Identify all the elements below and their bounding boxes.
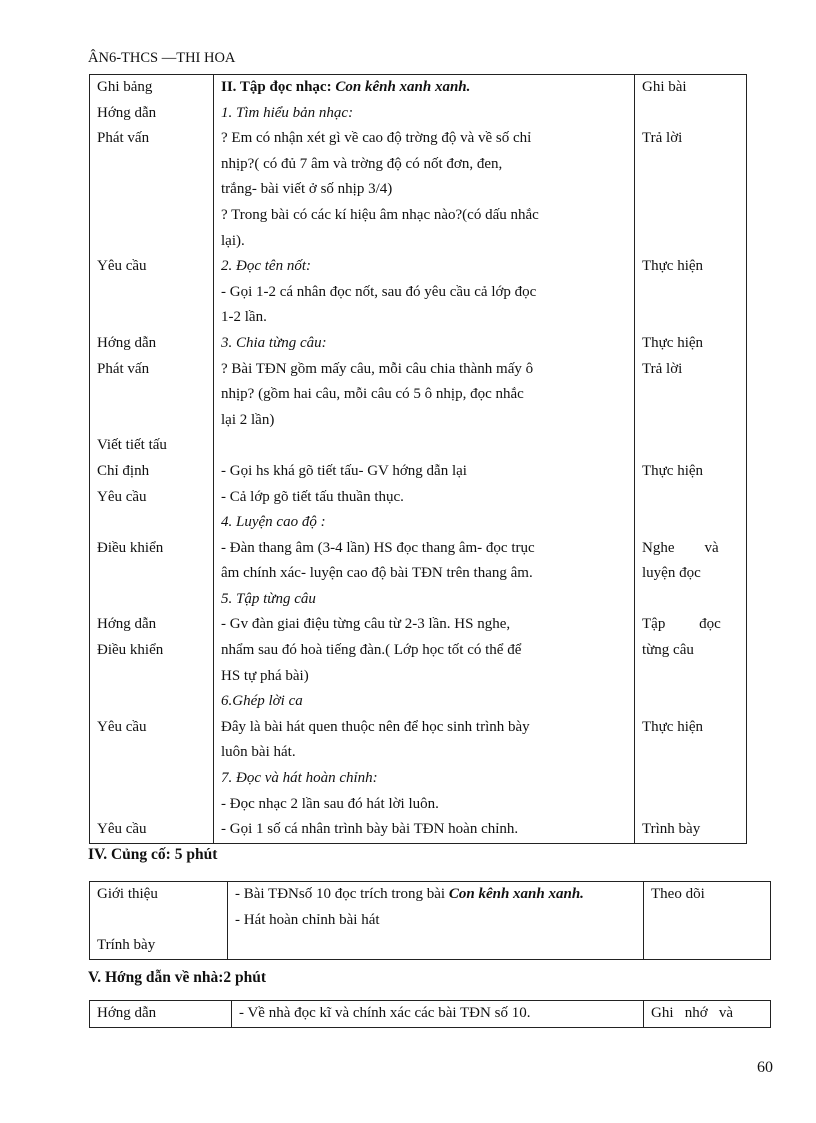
content-line: ? Bài TĐN gồm mấy câu, mỗi câu chia thành mấy ô	[221, 360, 534, 377]
student-activity	[642, 792, 739, 818]
activity-label: Giới thiệu	[97, 886, 158, 902]
song-title: Con kênh xanh xanh.	[448, 886, 584, 902]
content-line: - Về nhà đọc kĩ và chính xác các bài TĐN số 10.	[239, 1005, 531, 1021]
activity-label: Điều khiển	[97, 539, 164, 556]
activity-label: Yêu cầu	[97, 258, 147, 275]
activity-label: Hớng dẫn	[97, 616, 157, 633]
student-activity: Thực hiện	[642, 462, 704, 479]
activity-label	[97, 908, 220, 934]
student-activity: từng câu	[642, 642, 694, 659]
content-line: - Gv đàn giai điệu từng câu từ 2-3 lần. HS nghe,	[221, 616, 511, 633]
student-activity	[642, 101, 739, 127]
student-activity: Trình bày	[642, 821, 701, 838]
activity-label	[97, 510, 206, 536]
content-line: - Gọi hs khá gõ tiết tấu- GV hớng dẫn lại	[221, 462, 467, 479]
content-line: - Cả lớp gõ tiết tấu thuần thục.	[221, 488, 404, 505]
table-row	[90, 254, 747, 331]
student-activity: Nghe và	[642, 539, 719, 556]
student-activity: Thực hiện	[642, 258, 704, 275]
content-line: 1-2 lần.	[221, 309, 267, 326]
student-activity	[642, 689, 739, 715]
step-heading: 4. Luyện cao độ :	[221, 514, 326, 531]
section-5-title: V. Hớng dẫn về nhà:2 phút	[88, 969, 267, 986]
content-line: - Đàn thang âm (3-4 lần) HS đọc thang âm- đọc trục	[221, 539, 535, 556]
student-activity	[642, 510, 739, 536]
activity-label: Hớng dẫn	[97, 104, 157, 121]
student-activity: Tập đọc	[642, 616, 721, 633]
student-activity: Trả lời	[642, 130, 683, 147]
content-line: nhịp? (gồm hai câu, mỗi câu có 5 ô nhịp, đọc nhắc	[221, 386, 524, 403]
student-activity: Ghi bài	[642, 79, 687, 95]
content-line: ? Trong bài có các kí hiệu âm nhạc nào?(có dấu nhắc	[221, 206, 539, 223]
table-row	[90, 510, 747, 587]
table-row	[90, 331, 747, 433]
content-line: lại 2 lần)	[221, 411, 275, 428]
student-activity	[642, 587, 739, 613]
content-line: luôn bài hát.	[221, 744, 296, 761]
step-heading: 2. Đọc tên nốt:	[221, 258, 311, 275]
page-number: 60	[757, 1059, 773, 1076]
content-line: lại).	[221, 232, 245, 249]
activity-label: Phát vấn	[97, 130, 150, 147]
content-line: - Bài TĐNsố 10 đọc trích trong bài	[235, 886, 449, 902]
table-row	[90, 75, 747, 101]
section-4-title: IV. Củng cố: 5 phút	[88, 846, 218, 863]
homework-table	[89, 1000, 771, 1028]
content-line: nhẩm sau đó hoà tiếng đàn.( Lớp học tốt có thể để	[221, 642, 522, 659]
content-line: - Gọi 1-2 cá nhân đọc nốt, sau đó yêu cầu cả lớp đọc	[221, 283, 537, 300]
content-line: Đây là bài hát quen thuộc nên để học sinh trình bày	[221, 718, 530, 735]
content-line: trắng- bài viết ở số nhịp 3/4)	[221, 181, 393, 198]
content-line	[221, 433, 627, 459]
activity-label: Ghi bảng	[97, 79, 153, 95]
lesson-table	[89, 74, 747, 844]
step-heading: 6.Ghép lời ca	[221, 693, 303, 710]
student-activity: Trả lời	[642, 360, 683, 377]
page-header: ÂN6-THCS —THI HOA	[88, 50, 236, 66]
activity-label: Yêu cầu	[97, 821, 147, 838]
content-line: ? Em có nhận xét gì về cao độ trờng độ và về số chỉ	[221, 130, 532, 147]
content-line: - Đọc nhạc 2 lần sau đó hát lời luôn.	[221, 795, 439, 812]
activity-label: Yêu cầu	[97, 488, 147, 505]
activity-label: Điều khiển	[97, 642, 164, 659]
table-row	[90, 433, 747, 510]
step-heading: 7. Đọc và hát hoàn chỉnh:	[221, 770, 378, 787]
section-title: II. Tập đọc nhạc:	[221, 79, 336, 95]
step-heading: 3. Chia từng câu:	[221, 334, 327, 351]
content-line: HS tự phá bài)	[221, 667, 309, 684]
table-row	[90, 689, 747, 766]
activity-label: Hớng dẫn	[97, 334, 157, 351]
content-line: âm chính xác- luyện cao độ bài TĐN trên thang âm.	[221, 565, 533, 582]
activity-label: Chỉ định	[97, 462, 150, 479]
table-row	[90, 587, 747, 689]
activity-label: Trính bày	[97, 937, 156, 954]
activity-label	[97, 766, 206, 792]
student-activity	[642, 433, 739, 459]
activity-label	[97, 792, 206, 818]
activity-label	[97, 689, 206, 715]
student-activity: Ghi nhớ và	[651, 1005, 734, 1021]
student-activity	[642, 766, 739, 792]
activity-label: Hớng dẫn	[97, 1005, 157, 1021]
student-activity: Thực hiện	[642, 334, 704, 351]
table-row	[90, 1001, 771, 1028]
table-row	[90, 766, 747, 843]
student-activity: Thực hiện	[642, 718, 704, 735]
song-title: Con kênh xanh xanh.	[335, 79, 471, 95]
activity-label	[97, 587, 206, 613]
content-line: nhịp?( có đủ 7 âm và trờng độ có nốt đơn, đen,	[221, 155, 503, 172]
content-line: - Gọi 1 số cá nhân trình bày bài TĐN hoàn chỉnh.	[221, 821, 519, 838]
activity-label: Yêu cầu	[97, 718, 147, 735]
activity-label: Phát vấn	[97, 360, 150, 377]
content-line: - Hát hoàn chỉnh bài hát	[235, 911, 380, 928]
step-heading: 1. Tìm hiểu bản nhạc:	[221, 104, 354, 121]
student-activity: Theo dõi	[651, 886, 705, 902]
activity-label: Viết tiết tấu	[97, 437, 167, 454]
student-activity: luyện đọc	[642, 565, 701, 582]
step-heading: 5. Tập từng câu	[221, 590, 316, 607]
table-row	[90, 101, 747, 255]
table-row	[90, 882, 771, 960]
consolidation-table	[89, 881, 771, 960]
